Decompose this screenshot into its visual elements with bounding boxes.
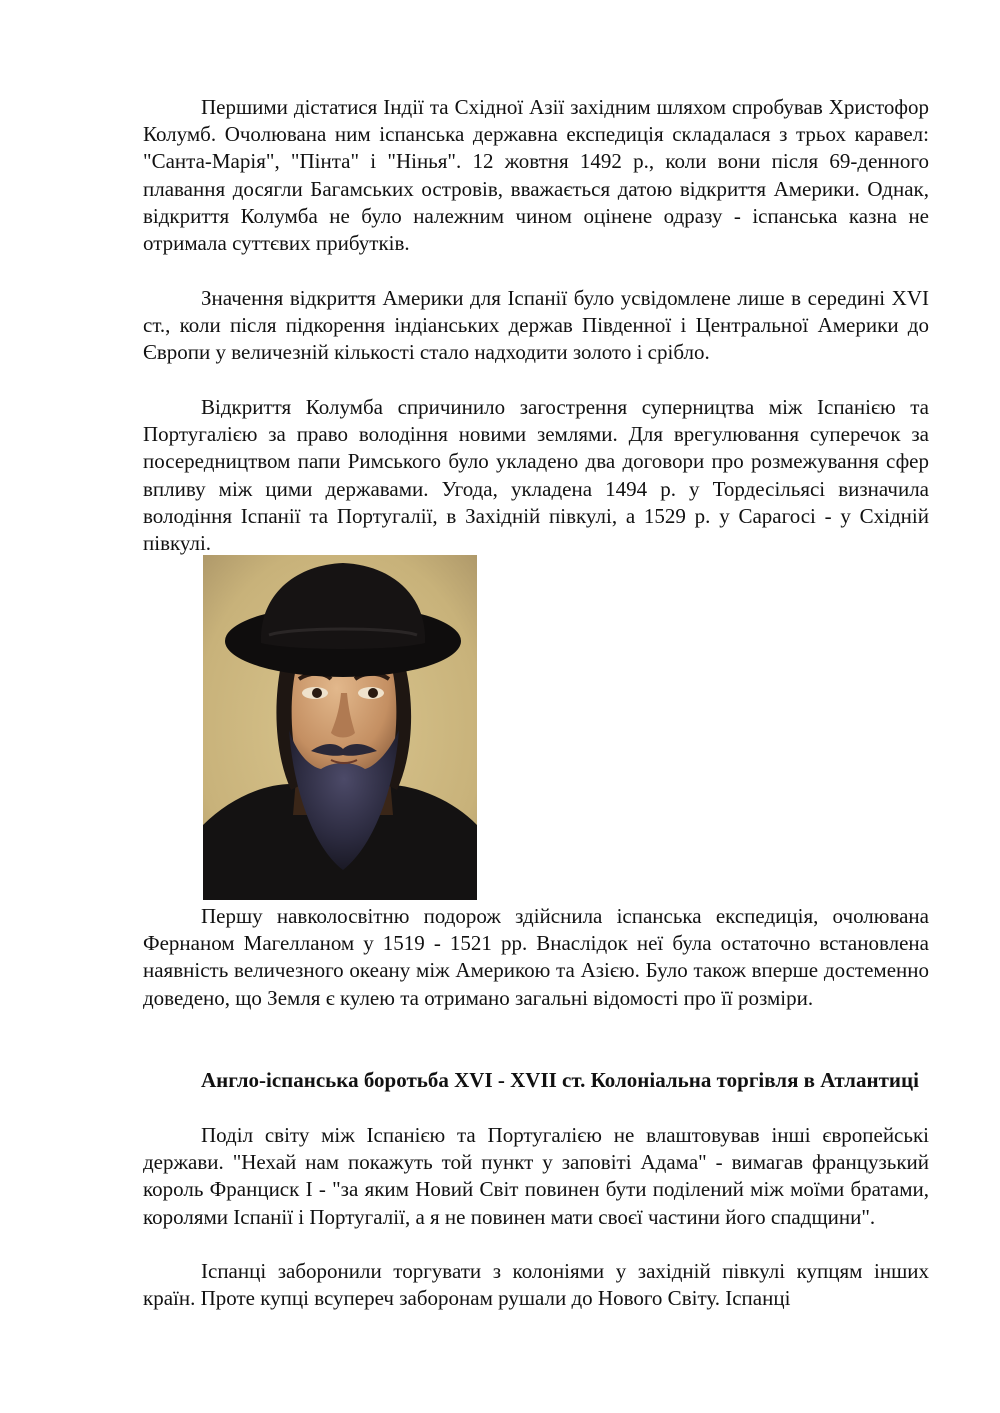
paragraph-francis: Поділ світу між Іспанією та Португалією не влаштовував інші європейські держави. "Нехай нам покажуть той пункт у заповіті Адама" - вимагав французький король Франциск I - "за яким Новий Світ повинен бути поділений між моїми братами, королями Іспанії і Португалії, а я не повинен мати своєї частини його спадщини". [143,1123,929,1229]
paragraph-significance: Значення відкриття Америки для Іспанії було усвідомлене лише в середині XVI ст., коли після підкорення індіанських держав Південної і Центральної Америки до Європи у величезній кількості стало надходити золото і срібло. [143,286,929,365]
paragraph-columbus: Першими дістатися Індії та Східної Азії західним шляхом спробував Христофор Колумб. Очолювана ним іспанська державна експедиція складалася з трьох каравел: "Санта-Марія", "Пінта" і "Нінья". 12 жовтня 1492 р., коли вони після 69-денного плавання досягли Багамських островів, вважається датою відкриття Америки. Однак, відкриття Колумба не було належним чином оцінене одразу - іспанська казна не отримала суттєвих прибутків. [143,95,929,256]
paragraph-trade: Іспанці заборонили торгувати з колоніями у західній півкулі купцям інших країн. Проте купці всупереч заборонам рушали до Нового Світу. Іспанці [143,1259,929,1311]
section-heading: Англо-іспанська боротьба XVI - XVII ст. Колоніальна торгівля в Атлантиці [201,1068,919,1092]
magellan-portrait [203,555,477,900]
paragraph-magellan: Першу навколосвітню подорож здійснила іспанська експедиція, очолювана Фернаном Магелланом у 1519 - 1521 рр. Внаслідок неї була остаточно встановлена наявність величезного океану між Америкою та Азією. Було також вперше достеменно доведено, що Земля є кулею та отримано загальні відомості про її розміри. [143,904,929,1010]
paragraph-treaties: Відкриття Колумба спричинило загострення суперництва між Іспанією та Португалією за право володіння новими землями. Для врегулювання суперечок за посередництвом папи Римського було укладено два договори про розмежування сфер впливу між цими державами. Угода, укладена 1494 р. у Тордесільясі визначила володіння Іспанії та Португалії, в Західній півкулі, а 1529 р. у Сарагосі - у Східній півкулі. [143,395,929,556]
